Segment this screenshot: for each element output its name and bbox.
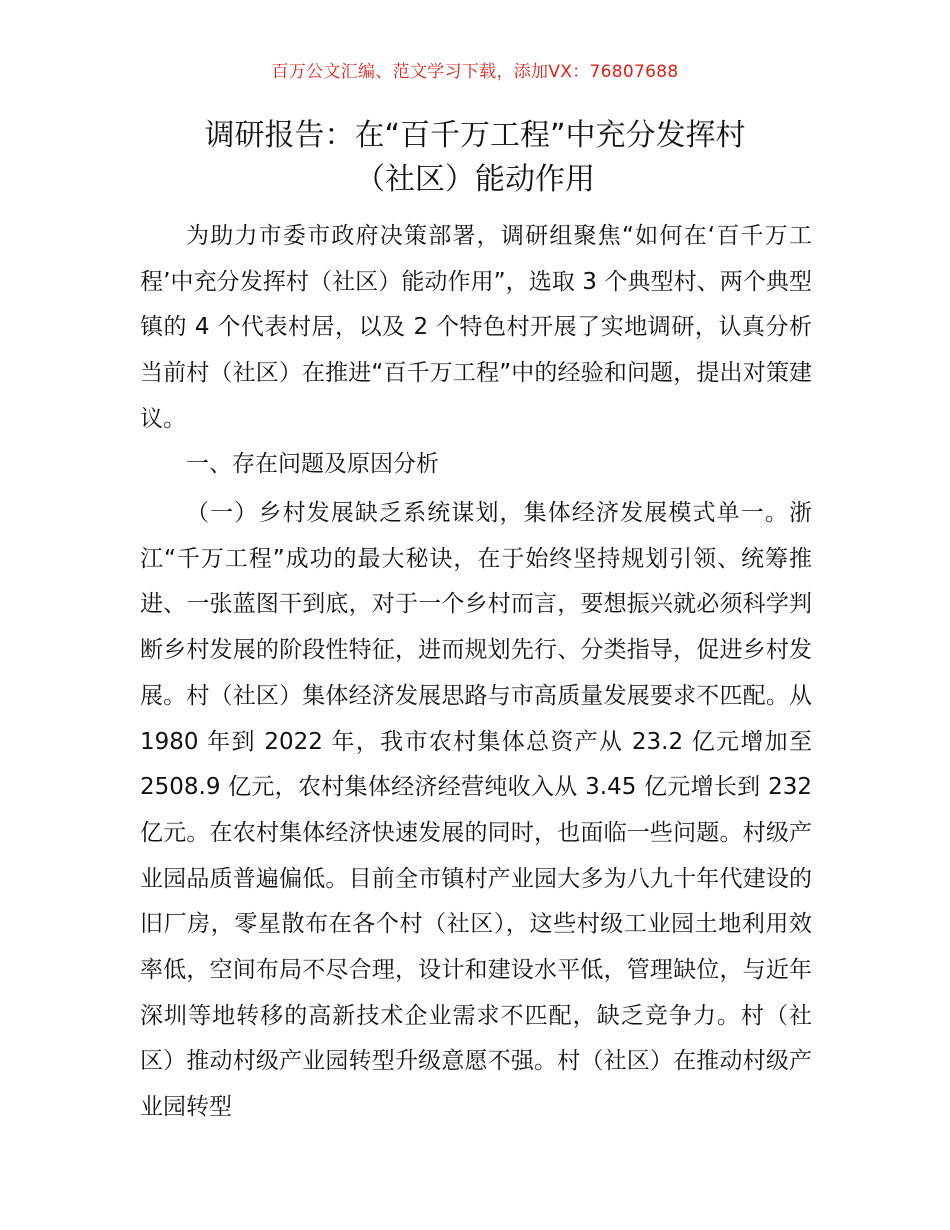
document-title [0,114,950,202]
subsection-paragraph-1: （一）乡村发展缺乏系统谋划，集体经济发展模式单一。浙江“千万工程”成功的最大秘诀，在于始终坚持规划引领、统筹推进、一张蓝图干到底，对于一个乡村而言，要想振兴就必须科学判断乡村发展的阶段性特征，进而规划先行、分类指导，促进乡村发展。村（社区）集体经济发展思路与市高质量发展要求不匹配。从 1980 年到 2022 年，我市农村集体总资产从 23.2 亿元增加至 2508.9 亿元，农村集体经济经营纯收入从 3.45 亿元增长到 232 亿元。在农村集体经济快速发展的同时，也面临一些问题。村级产业园品质普遍偏低。目前全市镇村产业园大多为八九十年代建设的旧厂房，零星散布在各个村（社区），这些村级工业园土地利用效率低，空间布局不尽合理，设计和建设水平低，管理缺位，与近年深圳等地转移的高新技术企业需求不匹配，缺乏竞争力。村（社区）推动村级产业园转型升级意愿不强。村（社区）在推动村级产业园转型 [140,500,812,1121]
section-heading-1: 一、存在问题及原因分析 [186,451,439,477]
title-line-1: 调研报告：在“百千万工程”中充分发挥村 [204,118,746,153]
header-promo-note: 百万公文汇编、范文学习下载，添加VX：76807688 [271,62,679,82]
intro-paragraph: 为助力市委市政府决策部署，调研组聚焦“如何在‘百千万工程’中充分发挥村（社区）能动作用”，选取 3 个典型村、两个典型镇的 4 个代表村居，以及 2 个特色村开展了实地调研，认真分析当前村（社区）在推进“百千万工程”中的经验和问题，提出对策建议。 [140,223,812,432]
title-line-2: （社区）能动作用 [355,162,595,197]
